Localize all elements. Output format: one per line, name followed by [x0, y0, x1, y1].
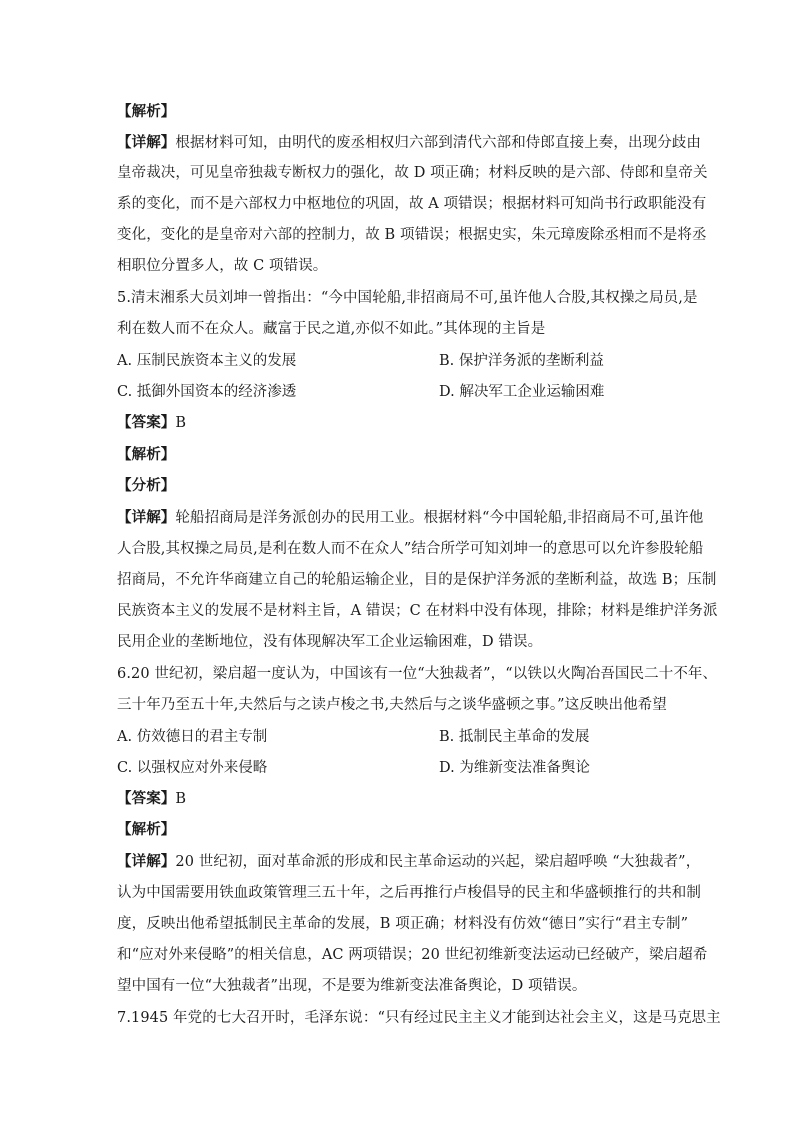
detail-line: 民用企业的垄断地位，没有体现解决军工企业运输困难，D 错误。: [117, 634, 543, 650]
detail-line: 人合股,其权操之局员,是利在数人而不在众人”结合所学可知刘坤一的意思可以允许参股轮船: [117, 541, 704, 557]
answer-line: [117, 789, 677, 809]
detail-text: 20 世纪初，面对革命派的形成和民主革命运动的兴起，梁启超呼唤 “大独裁者”，: [175, 854, 701, 870]
question-stem: 5.清末湘系大员刘坤一曾指出：“今中国轮船,非招商局不可,虽许他人合股,其权操之局员,是: [117, 290, 698, 306]
analysis-tag: 【解析】: [117, 446, 176, 463]
question-stem: 7.1945 年党的七大召开时，毛泽东说：“只有经过民主主义才能到达社会主义，这是马克思主: [117, 1010, 721, 1026]
analysis-tag: 【解析】: [117, 821, 176, 838]
detail-text: 根据材料可知，由明代的废丞相权归六部到清代六部和侍郎直接上奏，出现分歧由: [175, 135, 702, 151]
option-d: D. 解决军工企业运输困难: [439, 384, 605, 400]
detail-line: 招商局，不允许华商建立自己的轮船运输企业，目的是保护洋务派的垄断利益，故选 B；压制: [117, 572, 717, 588]
detail-line: 和“应对外来侵略”的相关信息，AC 两项错误；20 世纪初维新变法运动已经破产，梁启超希: [117, 947, 708, 963]
answer-tag: 【答案】: [117, 414, 176, 431]
answer-line: [117, 413, 677, 433]
detail-text: 轮船招商局是洋务派创办的民用工业。根据材料“今中国轮船,非招商局不可,虽许他: [175, 510, 704, 526]
detail-line: 系的变化，而不是六部权力中枢地位的巩固，故 A 项错误；根据材料可知尚书行政职能没有: [117, 196, 707, 212]
detail-tag: 【详解】: [117, 853, 176, 870]
option-b: B. 抵制民主革命的发展: [439, 729, 590, 745]
analysis-label: [117, 102, 677, 122]
question-stem: 利在数人而不在众人。藏富于民之道,亦似不如此。”其体现的主旨是: [117, 321, 546, 337]
detail-line: 变化，变化的是皇帝对六部的控制力，故 B 项错误；根据史实，朱元璋废除丞相而不是将丞: [117, 227, 707, 243]
answer-tag: 【答案】: [117, 790, 176, 807]
detail-tag: 【详解】: [117, 134, 176, 151]
detail-line: 相职位分置多人，故 C 项错误。: [117, 258, 328, 274]
option-d: D. 为维新变法准备舆论: [439, 760, 590, 776]
question-stem: 三十年乃至五十年,夫然后与之读卢梭之书,夫然后与之谈华盛顿之事。”这反映出他希望: [117, 697, 667, 713]
detail-line: 民族资本主义的发展不是材料主旨，A 错误；C 在材料中没有体现，排除；材料是维护洋务派: [117, 603, 718, 619]
detail-line: [117, 133, 702, 153]
answer-value: B: [175, 415, 187, 431]
detail-line: 度，反映出他希望抵制民主革命的发展，B 项正确；材料没有仿效“德日”实行“君主专制”: [117, 916, 689, 932]
analysis-sub-tag: 【分析】: [117, 477, 176, 494]
analysis-label: [117, 445, 677, 465]
detail-line: [117, 508, 704, 528]
question-stem: 6.20 世纪初，梁启超一度认为，中国该有一位“大独裁者”，“以铁以火陶冶吾国民二十不年、: [117, 666, 718, 682]
option-b: B. 保护洋务派的垄断利益: [439, 353, 604, 369]
detail-line: 望中国有一位“大独裁者”出现，不是要为维新变法准备舆论，D 项错误。: [117, 978, 587, 994]
detail-line: 认为中国需要用铁血政策管理三五十年，之后再推行卢梭倡导的民主和华盛顿推行的共和制: [117, 885, 701, 901]
answer-value: B: [175, 791, 187, 807]
analysis-tag: 【解析】: [117, 103, 176, 120]
analysis-sub-label: [117, 476, 677, 496]
option-c: C. 抵御外国资本的经济渗透: [117, 384, 297, 400]
analysis-label: [117, 820, 677, 840]
option-a: A. 仿效德日的君主专制: [117, 729, 268, 745]
option-c: C. 以强权应对外来侵略: [117, 760, 268, 776]
detail-line: 皇帝裁决，可见皇帝独裁专断权力的强化，故 D 项正确；材料反映的是六部、侍郎和皇帝关: [117, 165, 708, 181]
option-a: A. 压制民族资本主义的发展: [117, 353, 297, 369]
detail-line: [117, 852, 701, 872]
detail-tag: 【详解】: [117, 509, 176, 526]
